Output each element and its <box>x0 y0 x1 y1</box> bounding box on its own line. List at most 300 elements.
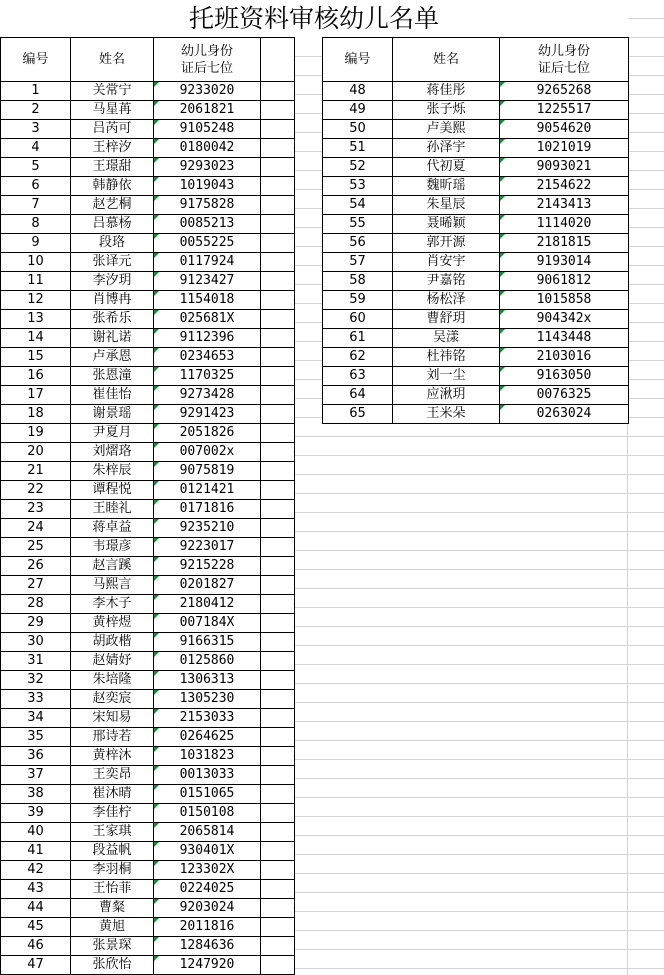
empty-cell[interactable] <box>261 329 295 348</box>
row-number-cell[interactable]: 39 <box>1 804 71 823</box>
child-name-cell[interactable]: 段珞 <box>71 234 154 253</box>
child-name-cell[interactable]: 赵奕宸 <box>71 690 154 709</box>
row-number-cell[interactable]: 59 <box>323 291 393 310</box>
child-name-cell[interactable]: 宋知易 <box>71 709 154 728</box>
empty-cell[interactable] <box>261 82 295 101</box>
empty-cell[interactable] <box>261 842 295 861</box>
id-suffix-cell[interactable]: 1143448 <box>500 329 629 348</box>
row-number-cell[interactable]: 65 <box>323 405 393 424</box>
child-name-cell[interactable]: 尹夏月 <box>71 424 154 443</box>
row-number-cell[interactable]: 43 <box>1 880 71 899</box>
table-row <box>323 367 629 386</box>
empty-cell[interactable] <box>261 405 295 424</box>
id-suffix-cell[interactable]: 9223017 <box>154 538 261 557</box>
table-row <box>1 671 295 690</box>
row-number-cell[interactable]: 45 <box>1 918 71 937</box>
row-number-cell[interactable]: 14 <box>1 329 71 348</box>
row-number-cell[interactable]: 7 <box>1 196 71 215</box>
row-number-cell[interactable]: 61 <box>323 329 393 348</box>
child-name-cell[interactable]: 关常宁 <box>71 82 154 101</box>
id-suffix-cell[interactable]: 025681X <box>154 310 261 329</box>
empty-cell[interactable] <box>261 291 295 310</box>
id-suffix-cell[interactable]: 2065814 <box>154 823 261 842</box>
empty-cell[interactable] <box>261 272 295 291</box>
id-suffix-cell[interactable]: 1306313 <box>154 671 261 690</box>
table-row <box>1 880 295 899</box>
id-suffix-cell[interactable]: 1015858 <box>500 291 629 310</box>
row-number-cell[interactable]: 20 <box>1 443 71 462</box>
empty-header-cell[interactable] <box>261 38 295 82</box>
id-suffix-cell[interactable]: 9293023 <box>154 158 261 177</box>
child-name-cell[interactable]: 崔沐晴 <box>71 785 154 804</box>
id-suffix-cell[interactable]: 007184X <box>154 614 261 633</box>
row-number-cell[interactable]: 16 <box>1 367 71 386</box>
empty-cell[interactable] <box>261 538 295 557</box>
child-name-cell[interactable]: 朱培隆 <box>71 671 154 690</box>
child-name-cell[interactable]: 魏昕瑶 <box>393 177 500 196</box>
id-suffix-cell[interactable]: 9291423 <box>154 405 261 424</box>
child-name-cell[interactable]: 李羽桐 <box>71 861 154 880</box>
table-row <box>1 329 295 348</box>
empty-cell[interactable] <box>261 652 295 671</box>
id-suffix-cell[interactable]: 9233020 <box>154 82 261 101</box>
row-number-cell[interactable]: 29 <box>1 614 71 633</box>
child-name-cell[interactable]: 张景琛 <box>71 937 154 956</box>
table-row <box>323 310 629 329</box>
id-suffix-cell[interactable]: 9061812 <box>500 272 629 291</box>
row-number-cell[interactable]: 56 <box>323 234 393 253</box>
row-number-cell[interactable]: 21 <box>1 462 71 481</box>
table-row <box>323 329 629 348</box>
empty-cell[interactable] <box>261 386 295 405</box>
table-row <box>1 785 295 804</box>
child-name-cell[interactable]: 王家琪 <box>71 823 154 842</box>
table-row <box>323 272 629 291</box>
child-name-cell[interactable]: 代初夏 <box>393 158 500 177</box>
row-number-cell[interactable]: 54 <box>323 196 393 215</box>
empty-cell[interactable] <box>261 823 295 842</box>
empty-cell[interactable] <box>261 177 295 196</box>
row-number-cell[interactable]: 3 <box>1 120 71 139</box>
table-row <box>1 443 295 462</box>
child-name-cell[interactable]: 谢景瑶 <box>71 405 154 424</box>
id-suffix-cell[interactable]: 1019043 <box>154 177 261 196</box>
child-name-cell[interactable]: 张欣怡 <box>71 956 154 975</box>
row-number-cell[interactable]: 22 <box>1 481 71 500</box>
table-row <box>323 405 629 424</box>
id-suffix-cell[interactable]: 9193014 <box>500 253 629 272</box>
empty-cell[interactable] <box>261 728 295 747</box>
table-row <box>1 196 295 215</box>
table-row <box>1 462 295 481</box>
id-suffix-cell[interactable]: 0013033 <box>154 766 261 785</box>
id-suffix-cell[interactable]: 9235210 <box>154 519 261 538</box>
row-number-cell[interactable]: 62 <box>323 348 393 367</box>
header-id-suffix[interactable]: 幼儿身份 证后七位 <box>500 38 629 82</box>
id-suffix-cell[interactable]: 2143413 <box>500 196 629 215</box>
child-name-cell[interactable]: 肖博冉 <box>71 291 154 310</box>
table-row <box>1 842 295 861</box>
row-number-cell[interactable]: 57 <box>323 253 393 272</box>
empty-cell[interactable] <box>261 519 295 538</box>
child-name-cell[interactable]: 聂晞颖 <box>393 215 500 234</box>
row-number-cell[interactable]: 46 <box>1 937 71 956</box>
header-name[interactable]: 姓名 <box>393 38 500 82</box>
id-suffix-cell[interactable]: 0201827 <box>154 576 261 595</box>
row-number-cell[interactable]: 48 <box>323 82 393 101</box>
child-name-cell[interactable]: 李木子 <box>71 595 154 614</box>
empty-cell[interactable] <box>261 576 295 595</box>
child-name-cell[interactable]: 曹舒玥 <box>393 310 500 329</box>
empty-cell[interactable] <box>261 462 295 481</box>
id-suffix-cell[interactable]: 0117924 <box>154 253 261 272</box>
empty-cell[interactable] <box>261 671 295 690</box>
empty-cell[interactable] <box>261 139 295 158</box>
empty-cell[interactable] <box>261 500 295 519</box>
child-name-cell[interactable]: 黄梓沐 <box>71 747 154 766</box>
id-suffix-cell[interactable]: 0076325 <box>500 386 629 405</box>
table-row <box>323 82 629 101</box>
table-row <box>1 519 295 538</box>
row-number-cell[interactable]: 50 <box>323 120 393 139</box>
empty-cell[interactable] <box>261 481 295 500</box>
id-suffix-cell[interactable]: 0150108 <box>154 804 261 823</box>
id-suffix-cell[interactable]: 0234653 <box>154 348 261 367</box>
table-row <box>1 253 295 272</box>
child-name-cell[interactable]: 杜祎铭 <box>393 348 500 367</box>
row-number-cell[interactable]: 31 <box>1 652 71 671</box>
id-suffix-cell[interactable]: 2180412 <box>154 595 261 614</box>
table-row <box>1 500 295 519</box>
id-suffix-cell[interactable]: 0085213 <box>154 215 261 234</box>
id-suffix-cell[interactable]: 2153033 <box>154 709 261 728</box>
child-name-cell[interactable]: 赵艺桐 <box>71 196 154 215</box>
child-name-cell[interactable]: 尹嘉铭 <box>393 272 500 291</box>
table-row <box>323 158 629 177</box>
id-suffix-cell[interactable]: 0264625 <box>154 728 261 747</box>
row-number-cell[interactable]: 10 <box>1 253 71 272</box>
empty-cell[interactable] <box>261 861 295 880</box>
table-row <box>1 158 295 177</box>
table-row <box>323 348 629 367</box>
row-number-cell[interactable]: 49 <box>323 101 393 120</box>
empty-cell[interactable] <box>261 310 295 329</box>
row-number-cell[interactable]: 63 <box>323 367 393 386</box>
id-suffix-cell[interactable]: 9273428 <box>154 386 261 405</box>
id-suffix-cell[interactable]: 0125860 <box>154 652 261 671</box>
child-name-cell[interactable]: 段益帆 <box>71 842 154 861</box>
row-number-cell[interactable]: 9 <box>1 234 71 253</box>
empty-cell[interactable] <box>261 899 295 918</box>
row-number-cell[interactable]: 11 <box>1 272 71 291</box>
empty-cell[interactable] <box>261 918 295 937</box>
row-number-cell[interactable]: 13 <box>1 310 71 329</box>
child-name-cell[interactable]: 赵言蹊 <box>71 557 154 576</box>
child-name-cell[interactable]: 王璟甜 <box>71 158 154 177</box>
child-name-cell[interactable]: 刘一尘 <box>393 367 500 386</box>
child-name-cell[interactable]: 李佳柠 <box>71 804 154 823</box>
child-name-cell[interactable]: 胡政楷 <box>71 633 154 652</box>
id-suffix-cell[interactable]: 1021019 <box>500 139 629 158</box>
empty-cell[interactable] <box>261 367 295 386</box>
row-number-cell[interactable]: 18 <box>1 405 71 424</box>
row-number-cell[interactable]: 24 <box>1 519 71 538</box>
row-number-cell[interactable]: 44 <box>1 899 71 918</box>
empty-cell[interactable] <box>261 633 295 652</box>
roster-table-left <box>0 37 295 975</box>
child-name-cell[interactable]: 朱星辰 <box>393 196 500 215</box>
child-name-cell[interactable]: 赵婧妤 <box>71 652 154 671</box>
table-row <box>1 291 295 310</box>
child-name-cell[interactable]: 肖安宇 <box>393 253 500 272</box>
id-suffix-cell[interactable]: 1031823 <box>154 747 261 766</box>
id-suffix-cell[interactable]: 9093021 <box>500 158 629 177</box>
table-row <box>1 386 295 405</box>
empty-cell[interactable] <box>261 215 295 234</box>
row-number-cell[interactable]: 8 <box>1 215 71 234</box>
empty-cell[interactable] <box>261 443 295 462</box>
id-suffix-cell[interactable]: 0055225 <box>154 234 261 253</box>
row-number-cell[interactable]: 27 <box>1 576 71 595</box>
child-name-cell[interactable]: 韩静依 <box>71 177 154 196</box>
row-number-cell[interactable]: 42 <box>1 861 71 880</box>
child-name-cell[interactable]: 崔佳怡 <box>71 386 154 405</box>
row-number-cell[interactable]: 15 <box>1 348 71 367</box>
table-row <box>1 899 295 918</box>
table-row <box>1 405 295 424</box>
child-name-cell[interactable]: 应湫玥 <box>393 386 500 405</box>
id-suffix-cell[interactable]: 0263024 <box>500 405 629 424</box>
child-name-cell[interactable]: 张子烁 <box>393 101 500 120</box>
table-row <box>1 652 295 671</box>
child-name-cell[interactable]: 吕慕杨 <box>71 215 154 234</box>
table-row <box>323 253 629 272</box>
id-suffix-cell[interactable]: 9175828 <box>154 196 261 215</box>
row-number-cell[interactable]: 47 <box>1 956 71 975</box>
id-suffix-cell[interactable]: 2154622 <box>500 177 629 196</box>
id-suffix-cell[interactable]: 9265268 <box>500 82 629 101</box>
child-name-cell[interactable]: 黄旭 <box>71 918 154 937</box>
id-suffix-cell[interactable]: 0151065 <box>154 785 261 804</box>
row-number-cell[interactable]: 25 <box>1 538 71 557</box>
row-number-cell[interactable]: 32 <box>1 671 71 690</box>
row-number-cell[interactable]: 2 <box>1 101 71 120</box>
header-row <box>323 38 629 82</box>
child-name-cell[interactable]: 曹粲 <box>71 899 154 918</box>
row-number-cell[interactable]: 17 <box>1 386 71 405</box>
id-suffix-cell[interactable]: 9123427 <box>154 272 261 291</box>
empty-cell[interactable] <box>261 158 295 177</box>
header-number[interactable]: 编号 <box>323 38 393 82</box>
child-name-cell[interactable]: 吴漾 <box>393 329 500 348</box>
id-suffix-cell[interactable]: 1305230 <box>154 690 261 709</box>
empty-cell[interactable] <box>261 956 295 975</box>
row-number-cell[interactable]: 58 <box>323 272 393 291</box>
header-name[interactable]: 姓名 <box>71 38 154 82</box>
id-suffix-cell[interactable]: 9166315 <box>154 633 261 652</box>
table-row <box>1 766 295 785</box>
id-suffix-cell[interactable]: 1114020 <box>500 215 629 234</box>
child-name-cell[interactable]: 王睦礼 <box>71 500 154 519</box>
row-number-cell[interactable]: 26 <box>1 557 71 576</box>
table-row <box>1 595 295 614</box>
empty-cell[interactable] <box>261 785 295 804</box>
child-name-cell[interactable]: 马星苒 <box>71 101 154 120</box>
id-suffix-cell[interactable]: 1284636 <box>154 937 261 956</box>
table-row <box>323 215 629 234</box>
empty-cell[interactable] <box>261 120 295 139</box>
id-suffix-cell[interactable]: 2103016 <box>500 348 629 367</box>
child-name-cell[interactable]: 王奕昂 <box>71 766 154 785</box>
child-name-cell[interactable]: 朱梓辰 <box>71 462 154 481</box>
id-suffix-cell[interactable]: 0180042 <box>154 139 261 158</box>
child-name-cell[interactable]: 黄梓煜 <box>71 614 154 633</box>
empty-cell[interactable] <box>261 348 295 367</box>
id-suffix-cell[interactable]: 0224025 <box>154 880 261 899</box>
id-suffix-cell[interactable]: 0171816 <box>154 500 261 519</box>
row-number-cell[interactable]: 41 <box>1 842 71 861</box>
table-row <box>1 861 295 880</box>
child-name-cell[interactable]: 谭程悦 <box>71 481 154 500</box>
child-name-cell[interactable]: 蒋卓益 <box>71 519 154 538</box>
child-name-cell[interactable]: 李汐玥 <box>71 272 154 291</box>
row-number-cell[interactable]: 36 <box>1 747 71 766</box>
child-name-cell[interactable]: 张恩潼 <box>71 367 154 386</box>
row-number-cell[interactable]: 28 <box>1 595 71 614</box>
row-number-cell[interactable]: 60 <box>323 310 393 329</box>
empty-cell[interactable] <box>261 253 295 272</box>
row-number-cell[interactable]: 23 <box>1 500 71 519</box>
id-suffix-cell[interactable]: 904342x <box>500 310 629 329</box>
id-suffix-cell[interactable]: 9112396 <box>154 329 261 348</box>
table-row <box>1 614 295 633</box>
id-suffix-cell[interactable]: 2051826 <box>154 424 261 443</box>
empty-cell[interactable] <box>261 557 295 576</box>
row-number-cell[interactable]: 55 <box>323 215 393 234</box>
row-number-cell[interactable]: 4 <box>1 139 71 158</box>
id-suffix-cell[interactable]: 9054620 <box>500 120 629 139</box>
child-name-cell[interactable]: 刘熠珞 <box>71 443 154 462</box>
child-name-cell[interactable]: 杨松泽 <box>393 291 500 310</box>
empty-cell[interactable] <box>261 747 295 766</box>
table-row <box>323 196 629 215</box>
id-suffix-cell[interactable]: 9203024 <box>154 899 261 918</box>
empty-cell[interactable] <box>261 709 295 728</box>
table-row <box>323 139 629 158</box>
row-number-cell[interactable]: 5 <box>1 158 71 177</box>
row-number-cell[interactable]: 37 <box>1 766 71 785</box>
empty-cell[interactable] <box>261 766 295 785</box>
id-suffix-cell[interactable]: 123302X <box>154 861 261 880</box>
table-row <box>1 481 295 500</box>
id-suffix-cell[interactable]: 1225517 <box>500 101 629 120</box>
child-name-cell[interactable]: 孙泽宇 <box>393 139 500 158</box>
child-name-cell[interactable]: 王梓汐 <box>71 139 154 158</box>
row-number-cell[interactable]: 40 <box>1 823 71 842</box>
child-name-cell[interactable]: 卢美熙 <box>393 120 500 139</box>
header-id-suffix[interactable]: 幼儿身份 证后七位 <box>154 38 261 82</box>
table-row <box>1 424 295 443</box>
table-row <box>1 956 295 975</box>
roster-table-right <box>322 37 629 424</box>
row-number-cell[interactable]: 53 <box>323 177 393 196</box>
row-number-cell[interactable]: 64 <box>323 386 393 405</box>
id-suffix-cell[interactable]: 930401X <box>154 842 261 861</box>
empty-cell[interactable] <box>261 880 295 899</box>
row-number-cell[interactable]: 19 <box>1 424 71 443</box>
id-suffix-cell[interactable]: 2011816 <box>154 918 261 937</box>
child-name-cell[interactable]: 韦璟彦 <box>71 538 154 557</box>
table-row <box>323 120 629 139</box>
child-name-cell[interactable]: 王米朵 <box>393 405 500 424</box>
empty-cell[interactable] <box>261 196 295 215</box>
empty-cell[interactable] <box>261 234 295 253</box>
child-name-cell[interactable]: 谢礼诺 <box>71 329 154 348</box>
empty-cell[interactable] <box>261 101 295 120</box>
row-number-cell[interactable]: 34 <box>1 709 71 728</box>
child-name-cell[interactable]: 马熙言 <box>71 576 154 595</box>
id-suffix-cell[interactable]: 007002x <box>154 443 261 462</box>
child-name-cell[interactable]: 卢承恩 <box>71 348 154 367</box>
child-name-cell[interactable]: 吕芮可 <box>71 120 154 139</box>
row-number-cell[interactable]: 1 <box>1 82 71 101</box>
row-number-cell[interactable]: 6 <box>1 177 71 196</box>
child-name-cell[interactable]: 蒋佳彤 <box>393 82 500 101</box>
table-row <box>1 348 295 367</box>
row-number-cell[interactable]: 52 <box>323 158 393 177</box>
table-row <box>1 215 295 234</box>
row-number-cell[interactable]: 12 <box>1 291 71 310</box>
id-suffix-cell[interactable]: 2181815 <box>500 234 629 253</box>
id-suffix-cell[interactable]: 1154018 <box>154 291 261 310</box>
id-suffix-cell[interactable]: 9075819 <box>154 462 261 481</box>
table-row <box>323 291 629 310</box>
table-row <box>323 101 629 120</box>
child-name-cell[interactable]: 邢诗若 <box>71 728 154 747</box>
row-number-cell[interactable]: 51 <box>323 139 393 158</box>
table-row <box>1 177 295 196</box>
row-number-cell[interactable]: 33 <box>1 690 71 709</box>
table-row <box>1 272 295 291</box>
table-row <box>1 747 295 766</box>
child-name-cell[interactable]: 张希乐 <box>71 310 154 329</box>
empty-cell[interactable] <box>261 690 295 709</box>
child-name-cell[interactable]: 张译元 <box>71 253 154 272</box>
empty-cell[interactable] <box>261 424 295 443</box>
id-suffix-cell[interactable]: 1170325 <box>154 367 261 386</box>
row-number-cell[interactable]: 35 <box>1 728 71 747</box>
empty-cell[interactable] <box>261 614 295 633</box>
table-row <box>1 576 295 595</box>
child-name-cell[interactable]: 郭开源 <box>393 234 500 253</box>
id-suffix-cell[interactable]: 0121421 <box>154 481 261 500</box>
empty-cell[interactable] <box>261 595 295 614</box>
sheet-title: 托班资料审核幼儿名单 <box>0 0 628 38</box>
table-row <box>1 82 295 101</box>
id-suffix-cell[interactable]: 2061821 <box>154 101 261 120</box>
row-number-cell[interactable]: 38 <box>1 785 71 804</box>
row-number-cell[interactable]: 30 <box>1 633 71 652</box>
header-number[interactable]: 编号 <box>1 38 71 82</box>
id-suffix-cell[interactable]: 9163050 <box>500 367 629 386</box>
header-row <box>1 38 295 82</box>
id-suffix-cell[interactable]: 1247920 <box>154 956 261 975</box>
empty-cell[interactable] <box>261 937 295 956</box>
id-suffix-cell[interactable]: 9215228 <box>154 557 261 576</box>
id-suffix-cell[interactable]: 9105248 <box>154 120 261 139</box>
empty-cell[interactable] <box>261 804 295 823</box>
child-name-cell[interactable]: 王怡菲 <box>71 880 154 899</box>
